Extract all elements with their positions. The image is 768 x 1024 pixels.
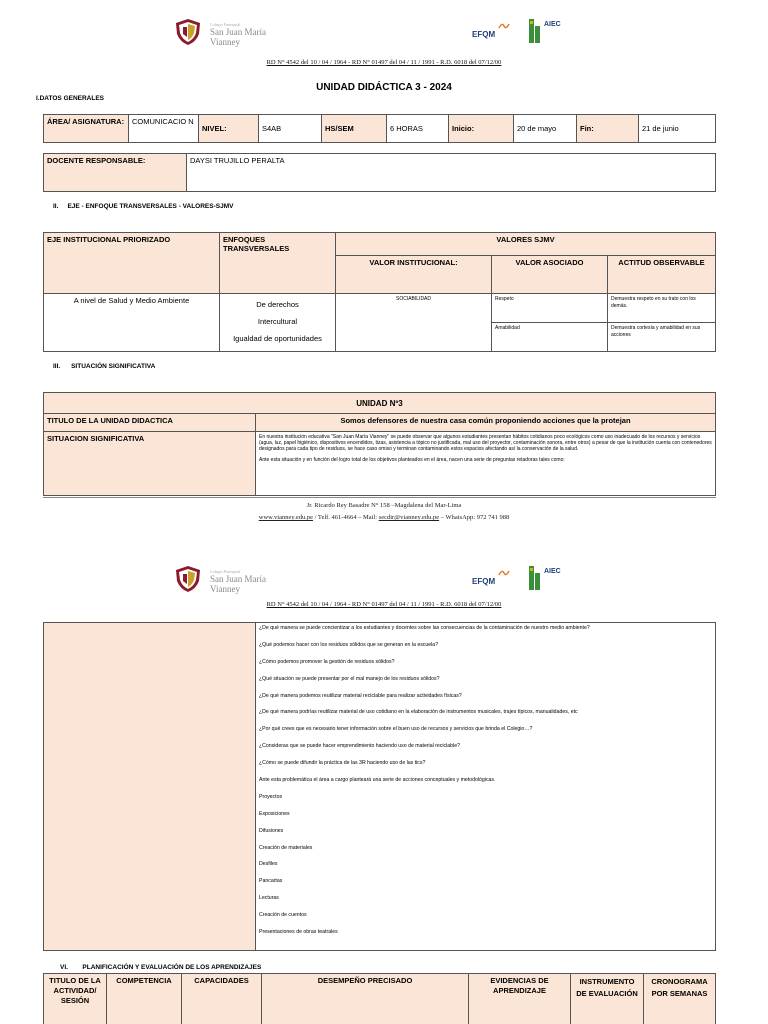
hs-value: 6 HORAS (387, 115, 449, 143)
question-item: ¿De qué manera se puede concientizar a los estudiantes y docentes sobre las consecuencias de la contaminación de nuestro medio ambiente? (259, 625, 590, 631)
actitud-1: Demuestra respeto en su trato con los demás. (608, 294, 716, 323)
action-item: Difusiones (259, 827, 284, 834)
questions-table (43, 622, 716, 951)
action-item: Lecturas (259, 895, 279, 902)
letterhead-2 (0, 561, 768, 601)
inicio-value: 20 de mayo (514, 115, 577, 143)
area-value: COMUNICACIO N (129, 115, 199, 143)
area-label: ÁREA/ ASIGNATURA: (44, 115, 129, 143)
question-item: ¿Qué podemos hacer con los residuos sólidos que se generan en la escuela? (259, 641, 439, 648)
nivel-value: S4AB (259, 115, 322, 143)
hs-label: HS/SEM (322, 115, 387, 143)
school-name-logo: Colegio Parroquial San Juan María Vianney (210, 22, 266, 47)
section-situacion: III. SITUACIÓN SIGNIFICATIVA (53, 363, 156, 370)
school-name-logo: Colegio Parroquial San Juan María Vianney (210, 569, 266, 594)
section-planificacion: VI. PLANIFICACIÓN Y EVALUACIÓN DE LOS APRENDIZAJES (60, 964, 262, 971)
action-item: Exposiciones (259, 810, 290, 817)
valor-asociado-2: Amabilidad (492, 323, 608, 352)
actitud-observable-header: ACTITUD OBSERVABLE (608, 256, 716, 294)
enfoques-col-header: ENFOQUES TRANSVERSALES (220, 233, 336, 294)
school-shield-icon (174, 18, 202, 46)
unit-title: UNIDAD DIDÁCTICA 3 - 2024 (316, 82, 452, 93)
situacion-text: En nuestra institución educativa "San Juan María Vianney" se puede observar que algunos estudiantes presentan hábitos cotidianos poco ecológicos como uso inadecuado de los recursos y servicios (agua, luz, papel higiénico, dispositivos encendidos, tizas, asistencia a tópico no justificada, mal uso del proyector, contaminación sonora, entre otros) a pesar de que la institución cuenta con contenedores designados para cada tipo de residuos, se hace caso omiso y terminan contaminando estos espacios afectando así la conservación de la salud. Ante esta situación y en función del logro total de los objetivos planteados en el área, nacen una serie de preguntas retadoras tales como: (256, 432, 716, 496)
valores-col-header: VALORES SJMV (336, 233, 716, 256)
titulo-value: Somos defensores de nuestra casa común proponiendo acciones que la protejan (256, 414, 716, 432)
planificacion-table (43, 973, 716, 1024)
col-evidencias: EVIDENCIAS DE APRENDIZAJE (469, 974, 571, 1024)
question-item: ¿Qué situación se puede presentar por el mal manejo de los residuos sólidos? (259, 675, 440, 682)
footer: Jr. Ricardo Rey Basadre N° 158 –Magdalena del Mar-Lima www.vianney.edu.pe / Telf. 461-4664 – Mail: secdir@vianney.edu.pe – WhatsApp: 972 741 988 (258, 502, 510, 521)
col-cronograma: CRONOGRAMA POR SEMANAS (644, 974, 716, 1024)
questions-list (256, 623, 716, 951)
col-titulo: TITULO DE LA ACTIVIDAD/ SESIÓN (44, 974, 107, 1024)
valor-asociado-1: Respeto (492, 294, 608, 323)
col-desempeno: DESEMPEÑO PRECISADO (262, 974, 469, 1024)
eje-col-header: EJE INSTITUCIONAL PRIORIZADO (44, 233, 220, 294)
valor-institucional-value: SOCIABILIDAD (336, 294, 492, 352)
docente-table (43, 153, 716, 192)
question-item: ¿De qué manera podemos reutilizar material reciclable para realizar actividades físicas? (259, 692, 462, 699)
aiec-logo: AIEC (528, 18, 578, 48)
letterhead (0, 14, 768, 54)
mail-link[interactable]: secdir@vianney.edu.pe (378, 514, 440, 521)
actitud-2: Demuestra cortesía y amabilidad en sus acciones (608, 323, 716, 352)
action-item: Presentaciones de obras teatrales (259, 929, 338, 936)
docente-value: DAYSI TRUJILLO PERALTA (187, 154, 716, 192)
footer-rule (43, 497, 716, 498)
enfoques-values: De derechos Intercultural Igualdad de oportunidades (220, 294, 336, 352)
question-item: ¿De qué manera podrías reutilizar material de uso cotidiano en la elaboración de instrumentos musicales, trajes típicos, manualidades, etc (259, 709, 578, 716)
titulo-label: TITULO DE LA UNIDAD DIDACTICA (44, 414, 256, 432)
col-instrumento: INSTRUMENTO DE EVALUACIÓN (571, 974, 644, 1024)
questions-left-cell (44, 623, 256, 951)
nivel-label: NIVEL: (199, 115, 259, 143)
action-item: Creación de cuentos (259, 912, 307, 919)
eje-table (43, 232, 716, 352)
col-competencia: COMPETENCIA (107, 974, 182, 1024)
efqm-logo: EFQM (472, 569, 522, 591)
web-link[interactable]: www.vianney.edu.pe (258, 514, 313, 521)
eje-value: A nivel de Salud y Medio Ambiente (44, 294, 220, 352)
action-item: Proyectos (259, 793, 283, 800)
resolution-line-2: RD N° 4542 del 10 / 04 / 1964 - RD N° 01497 del 04 / 11 / 1991 - R.D. 6018 del 07/12/00 (266, 601, 502, 608)
aiec-logo: AIEC (528, 565, 578, 595)
question-item: ¿Cómo se puede difundir la práctica de las 3R haciendo uso de las tics? (259, 760, 426, 767)
fin-value: 21 de junio (639, 115, 716, 143)
datos-table (43, 114, 716, 143)
section-eje: II. EJE - ENFOQUE TRANSVERSALES - VALORES-SJMV (53, 203, 234, 210)
question-item: ¿Cómo podemos promover la gestión de residuos sólidos? (259, 658, 395, 665)
action-item: Pancartas (259, 878, 283, 885)
docente-label: DOCENTE RESPONSABLE: (44, 154, 187, 192)
document-page-2 (0, 555, 768, 1024)
question-item: ¿Por qué crees que es necesario tener información sobre el buen uso de recursos y servicios que brinda el Colegio…? (259, 726, 533, 733)
school-shield-icon (174, 565, 202, 593)
question-item: Ante esta problemática el área a cargo planteará una serie de acciones conceptuales y metodológicas. (259, 777, 496, 784)
fin-label: Fin: (577, 115, 639, 143)
unidad-header: UNIDAD Nº3 (44, 393, 716, 414)
efqm-logo: EFQM (472, 22, 522, 44)
unidad-table (43, 392, 716, 496)
question-item: ¿Consideras que se puede hacer emprendimiento haciendo uso de material reciclable? (259, 743, 460, 750)
situacion-label: SITUACION SIGNIFICATIVA (44, 432, 256, 496)
col-capacidades: CAPACIDADES (182, 974, 262, 1024)
section-datos-generales: I.DATOS GENERALES (36, 95, 105, 102)
inicio-label: Inicio: (449, 115, 514, 143)
resolution-line: RD N° 4542 del 10 / 04 / 1964 - RD N° 01497 del 04 / 11 / 1991 - R.D. 6018 del 07/12/00 (266, 59, 502, 66)
valor-institucional-header: VALOR INSTITUCIONAL: (336, 256, 492, 294)
action-item: Creación de materiales (259, 844, 313, 851)
action-item: Desfiles (259, 861, 278, 868)
valor-asociado-header: VALOR ASOCIADO (492, 256, 608, 294)
